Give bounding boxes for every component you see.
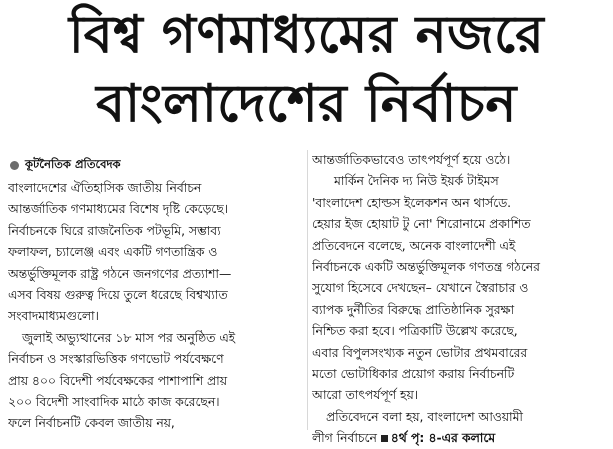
body-line: প্রতিবেদনে বলেছে, অনেক বাংলাদেশী এই xyxy=(312,238,516,253)
body-line: এসব বিষয় গুরুত্ব দিয়ে তুলে ধরেছে বিশ্বখ্যাত xyxy=(8,287,228,302)
body-line: আরো তাৎপর্যপূর্ণ হয়। xyxy=(312,388,419,403)
body-line: আন্তর্জাতিক গণমাধ্যমের বিশেষ দৃষ্টি কেড়েছে। xyxy=(8,202,229,217)
body-line: নির্বাচন ও সংস্কারভিত্তিক গণভোট পর্যবেক্ষণে xyxy=(8,352,224,367)
column-divider xyxy=(307,150,308,430)
body-line: বাংলাদেশের ঐতিহাসিক জাতীয় নির্বাচন xyxy=(8,181,202,195)
square-icon xyxy=(381,435,388,442)
continuation-line xyxy=(312,428,610,449)
body-line: প্রতিবেদনে বলা হয়, বাংলাদেশ আওয়ামী xyxy=(326,409,523,424)
body-line: আন্তর্জাতিকভাবেও তাৎপর্যপূর্ণ হয়ে ওঠে। xyxy=(312,153,511,167)
body-line: সুযোগ হিসেবে দেখছেন– যেখানে স্বৈরাচার ও xyxy=(312,281,529,296)
body-line: ২০০ বিদেশী সাংবাদিক মাঠে কাজ করেছেন। xyxy=(8,394,220,409)
body-line: নিশ্চিত করা হবে। পত্রিকাটি উল্লেখ করেছে, xyxy=(312,324,518,339)
body-line: 'বাংলাদেশ হোল্ডস ইলেকশন অন থার্সডে. xyxy=(312,195,512,210)
body-line: ফলাফল, চ্যালেঞ্জ এবং একটি গণতান্ত্রিক ও xyxy=(8,245,218,260)
body-line: সংবাদমাধ্যমগুলো। xyxy=(8,309,99,324)
body-line-text: লীগ নির্বাচনে xyxy=(312,431,377,446)
body-line: প্রায় ৪০০ বিদেশী পর্যবেক্ষকের পাশাপাশি প্রায় xyxy=(8,373,227,388)
right-column xyxy=(312,150,610,449)
body-line: অন্তর্ভুক্তিমূলক রাষ্ট্র গঠনে জনগণের প্রত্যাশা— xyxy=(8,266,232,281)
body-line: ব্যাপক দুর্নীতির বিরুদ্ধে প্রাতিষ্ঠানিক সুরক্ষা xyxy=(312,302,515,317)
body-line: ফলে নির্বাচনটি কেবল জাতীয় নয়, xyxy=(8,416,175,431)
body-line: হেয়ার ইজ হোয়াট টু নো' শিরোনামে প্রকাশিত xyxy=(312,217,531,232)
body-line: নির্বাচনকে ঘিরে রাজনৈতিক পটভূমি, সম্ভাব্য xyxy=(8,223,221,238)
body-line: মার্কিন দৈনিক দ্য নিউ ইয়র্ক টাইমস xyxy=(334,174,499,189)
body-line: নির্বাচনকে একটি অন্তর্ভুক্তিমূলক গণতন্ত্র গঠনের xyxy=(312,259,540,274)
headline-line-2: বাংলাদেশের নির্বাচন xyxy=(96,74,517,134)
body-line: এবার বিপুলসংখ্যক নতুন ভোটার প্রথমবারের xyxy=(312,345,528,360)
page-jump-reference[interactable]: ৪র্থ পৃ: ৪-এর কলামে xyxy=(390,431,496,446)
byline-text: কূটনৈতিক প্রতিবেদক xyxy=(25,156,121,171)
left-column xyxy=(8,178,304,435)
bullet-dot-icon xyxy=(10,161,19,170)
body-line: জুলাই অভ্যুত্থানের ১৮ মাস পর অনুষ্ঠিত এই xyxy=(22,330,236,345)
body-line: মতো ভোটাধিকার প্রয়োগ করায় নির্বাচনটি xyxy=(312,366,515,381)
byline xyxy=(10,156,121,174)
headline-line-1: বিশ্ব গণমাধ্যমের নজরে xyxy=(68,5,545,65)
